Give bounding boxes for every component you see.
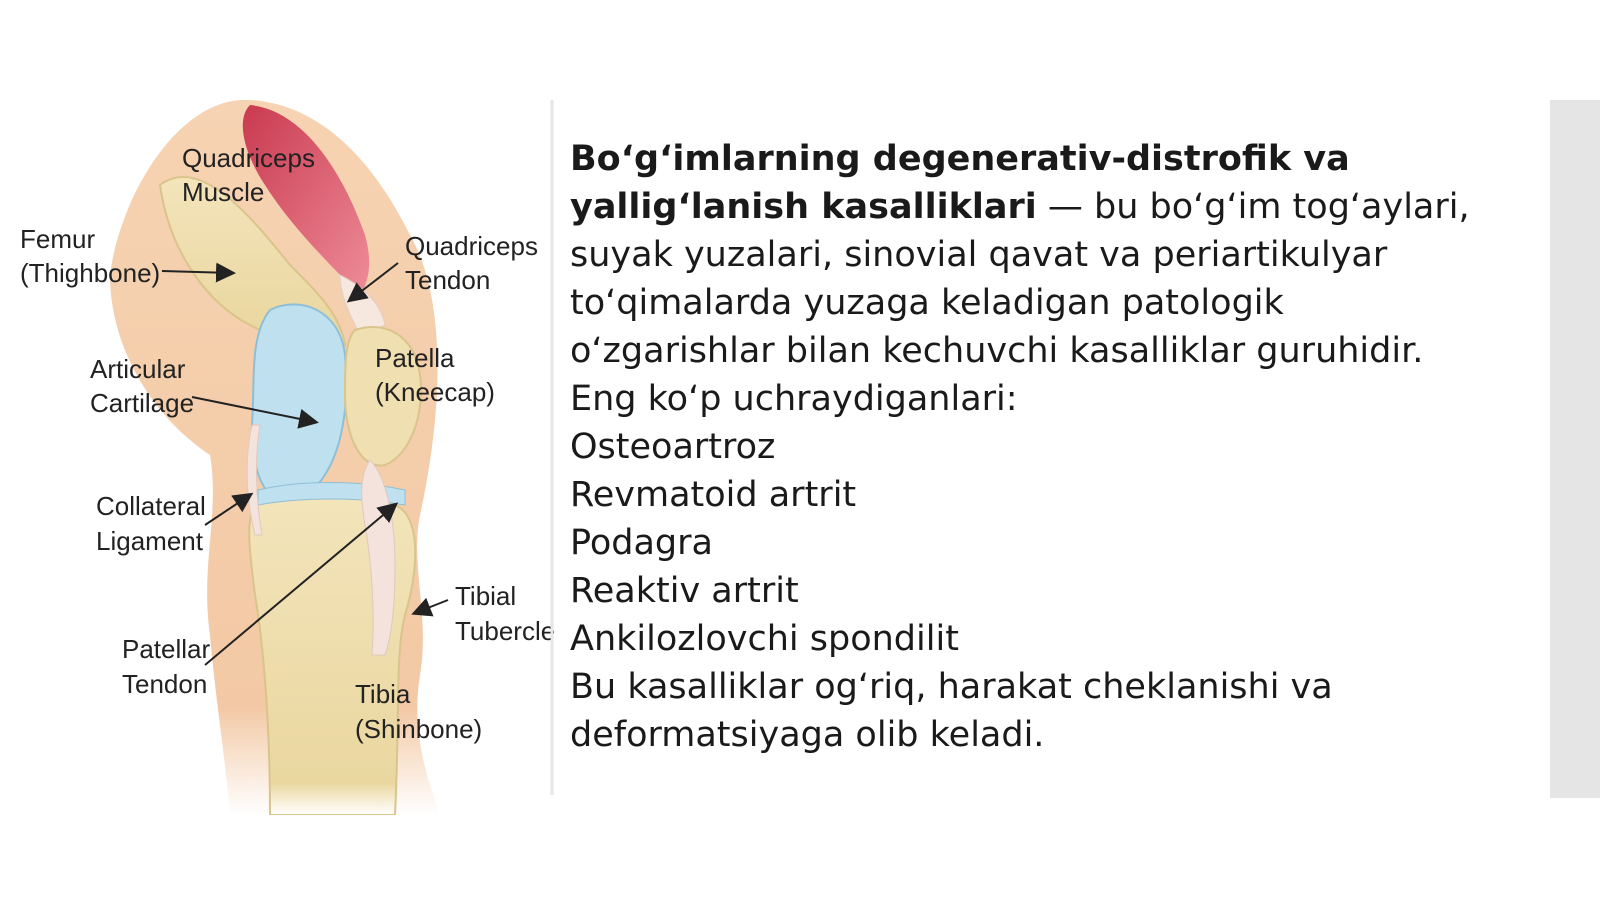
heading-line-1: Bo‘g‘imlarning degenerativ-distrofik va xyxy=(570,139,1350,179)
side-panel xyxy=(1550,100,1600,798)
label-collateral-ligament-2: Ligament xyxy=(96,526,203,556)
conclusion-line: deformatsiyaga olib keladi. xyxy=(570,715,1045,755)
conclusion-line: Bu kasalliklar og‘riq, harakat cheklanishi va xyxy=(570,667,1333,707)
disease-item: Revmatoid artrit xyxy=(570,475,857,515)
disease-item: Podagra xyxy=(570,523,713,563)
label-quadriceps-muscle-1: Quadriceps xyxy=(182,143,315,173)
label-patellar-tendon-1: Patellar xyxy=(122,634,211,664)
label-articular-cartilage-2: Cartilage xyxy=(90,388,195,418)
label-tibia-1: Tibia xyxy=(355,679,411,709)
knee-anatomy-diagram xyxy=(0,95,560,815)
label-quadriceps-tendon-1: Quadriceps xyxy=(405,231,538,261)
intro-line: o‘zgarishlar bilan kechuvchi kasalliklar guruhidir. xyxy=(570,331,1424,371)
disease-item: Reaktiv artrit xyxy=(570,571,799,611)
label-tibial-tubercle-2: Tubercle xyxy=(455,616,556,646)
disease-item: Ankilozlovchi spondilit xyxy=(570,619,959,659)
slide-text-block xyxy=(570,135,1510,759)
label-patella-1: Patella xyxy=(375,343,455,373)
label-patella-2: (Kneecap) xyxy=(375,377,495,407)
list-intro: Eng ko‘p uchraydiganlari: xyxy=(570,379,1018,419)
heading-definition-start: — bu bo‘g‘im tog‘aylari, xyxy=(1036,187,1470,227)
label-quadriceps-tendon-2: Tendon xyxy=(405,265,491,295)
disease-item: Osteoartroz xyxy=(570,427,776,467)
label-femur-1: Femur xyxy=(20,224,96,254)
label-tibia-2: (Shinbone) xyxy=(355,714,483,744)
label-femur-2: (Thighbone) xyxy=(20,258,161,288)
knee-anatomy-svg xyxy=(0,95,560,815)
label-patellar-tendon-2: Tendon xyxy=(122,669,208,699)
intro-line: to‘qimalarda yuzaga keladigan patologik xyxy=(570,283,1284,323)
label-tibial-tubercle-1: Tibial xyxy=(455,581,517,611)
label-articular-cartilage-1: Articular xyxy=(90,354,186,384)
label-quadriceps-muscle-2: Muscle xyxy=(182,177,265,207)
label-collateral-ligament-1: Collateral xyxy=(96,491,206,521)
heading-line-2 xyxy=(570,183,1510,231)
heading-bold-term: yallig‘lanish kasalliklari xyxy=(570,187,1037,227)
intro-line: suyak yuzalari, sinovial qavat va periartikulyar xyxy=(570,235,1388,275)
